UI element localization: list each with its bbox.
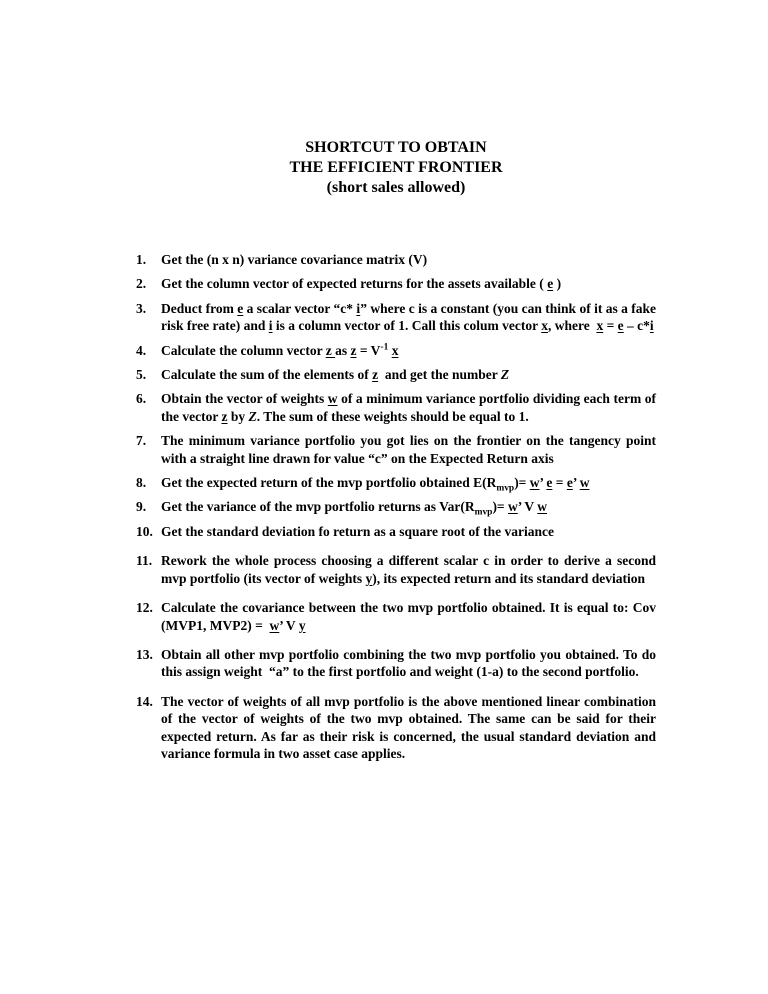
list-item (136, 599, 656, 634)
item-text: Get the (n x n) variance covariance matrix (V) (161, 252, 428, 267)
item-text: Rework the whole process choosing a different scalar c in order to derive a second mvp portfolio (its vector of weights y), its expected return and its standard deviation (161, 553, 656, 586)
item-text: Get the variance of the mvp portfolio returns as $Var(R_{mvp})= w$’ V w (161, 499, 548, 519)
document-title (136, 138, 656, 198)
item-number: 9. (136, 499, 147, 515)
list-item (136, 552, 656, 587)
list-item (136, 251, 656, 268)
list-item (136, 342, 656, 359)
list-item (136, 432, 656, 467)
title-line-1: SHORTCUT TO OBTAIN (305, 139, 487, 156)
item-number: 11. (136, 553, 153, 569)
numbered-list (136, 251, 656, 762)
item-number: 10. (136, 523, 153, 539)
item-number: 4. (136, 342, 147, 358)
title-line-3: (short sales allowed) (326, 179, 466, 196)
item-text: The vector of weights of all mvp portfolio is the above mentioned linear combination of the vector of weights of the two mvp obtained. The same can be said for their expected return. As far as their risk is concerned, the usual standard deviation and variance formula in two asset case applies. (161, 693, 656, 761)
item-text: Calculate the column vector z as $z = V^{-1}$ x (161, 342, 399, 358)
item-text: Obtain the vector of weights w of a minimum variance portfolio dividing each term of the vector z by Z. The sum of these weights should be equal to 1. (161, 391, 657, 424)
item-number: 8. (136, 475, 147, 491)
list-item (136, 275, 656, 292)
item-number: 14. (136, 693, 153, 709)
item-number: 13. (136, 646, 153, 662)
item-text: Calculate the sum of the elements of z and get the number Z (161, 367, 510, 383)
list-item (136, 498, 656, 519)
item-text: The minimum variance portfolio you got lies on the frontier on the tangency point with a straight line drawn for value “c” on the Expected Return axis (161, 433, 656, 466)
title-line-2: THE EFFICIENT FRONTIER (289, 159, 503, 176)
list-item (136, 300, 656, 335)
item-text: Get the standard deviation fo return as a square root of the variance (161, 523, 554, 539)
item-text: Get the expected return of the mvp portfolio obtained $E(R_{mvp})= w$’ e = e’ w (161, 475, 590, 494)
item-number: 5. (136, 367, 147, 383)
list-item (136, 693, 656, 763)
item-text: Obtain all other mvp portfolio combining the two mvp portfolio you obtained. To do this assign weight “a” to the first portfolio and weight (1-a) to the second portfolio. (161, 646, 656, 680)
item-number: 12. (136, 600, 153, 616)
list-item (136, 474, 656, 494)
list-item (136, 366, 656, 383)
item-number: 7. (136, 433, 147, 449)
item-number: 2. (136, 276, 147, 292)
list-item (136, 523, 656, 540)
item-text: Deduct from e a scalar vector “c* i” where c is a constant (you can think of it as a fake risk free rate) and i is a column vector of 1. Call this colum vector x, where x = e – c*i (161, 300, 656, 334)
item-text: Calculate the covariance between the two mvp portfolio obtained. It is equal to: Cov (MVP1, MVP2) = w’ V y (161, 600, 656, 633)
list-item (136, 646, 656, 681)
item-number: 6. (136, 391, 147, 407)
list-item (136, 390, 656, 425)
item-text: Get the column vector of expected returns for the assets available ( e ) (161, 276, 562, 292)
item-number: 1. (136, 252, 147, 267)
item-number: 3. (136, 300, 147, 316)
